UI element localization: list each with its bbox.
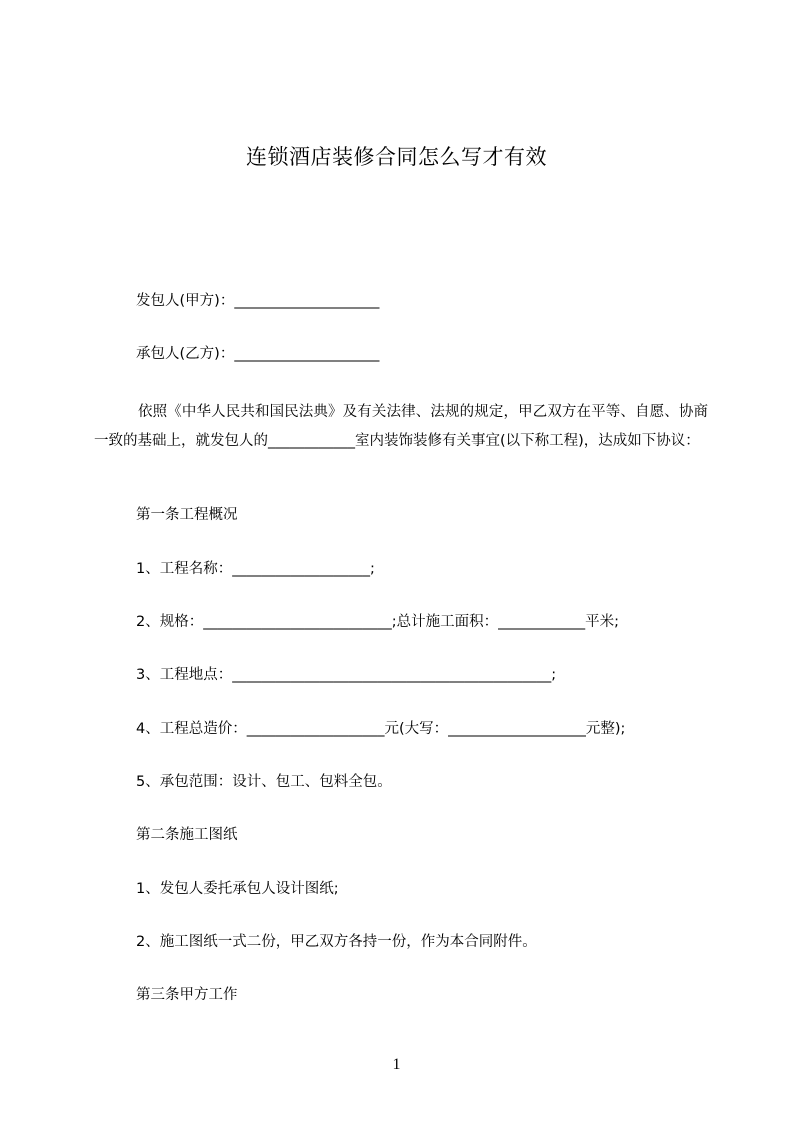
section-heading-1: 第一条工程概况 <box>136 507 238 523</box>
page-number: 1 <box>392 1056 401 1073</box>
section-1-item-2: 2、规格：__________________________;总计施工面积：____________平米; <box>136 614 619 630</box>
party-b-line: 承包人(乙方)：____________________ <box>136 346 380 362</box>
section-1-item-4: 4、工程总造价：___________________元(大写：___________________元整); <box>136 721 626 737</box>
section-1-item-5: 5、承包范围：设计、包工、包料全包。 <box>136 774 392 790</box>
section-1-item-3: 3、工程地点：____________________________________________; <box>136 667 557 683</box>
party-a-line: 发包人(甲方)：____________________ <box>136 293 380 309</box>
section-2-item-2: 2、施工图纸一式二份，甲乙双方各持一份，作为本合同附件。 <box>136 934 537 950</box>
section-heading-2: 第二条施工图纸 <box>136 827 238 843</box>
section-1-item-1: 1、工程名称：___________________; <box>136 561 375 577</box>
intro-paragraph: 依照《中华人民共和国民法典》及有关法律、法规的规定，甲乙双方在平等、自愿、协商一致的基础上，就发包人的____________室内装饰装修有关事宜(以下称工程)，达成如下协议： <box>94 404 708 449</box>
section-heading-3: 第三条甲方工作 <box>136 987 238 1003</box>
document-title: 连锁酒店装修合同怎么写才有效 <box>246 145 547 169</box>
section-2-item-1: 1、发包人委托承包人设计图纸; <box>136 881 339 897</box>
